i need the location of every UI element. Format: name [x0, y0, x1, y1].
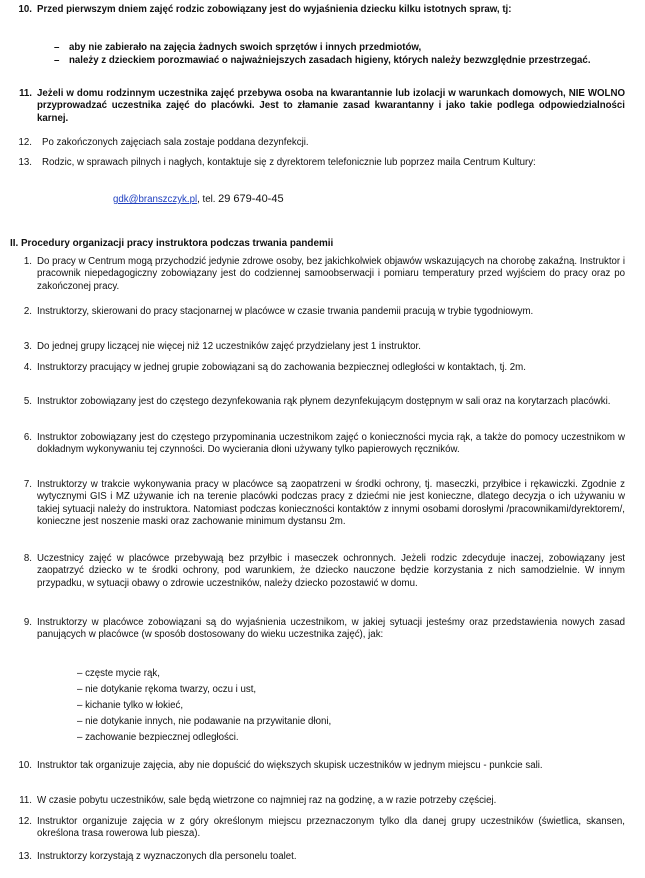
section-heading: II. Procedury organizacji pracy instruktora podczas trwania pandemii — [10, 238, 334, 249]
item-number: 13. — [18, 157, 32, 168]
email-link[interactable]: gdk@branszczyk.pl — [113, 194, 198, 205]
sub-item-text: – nie dotykanie innych, nie podawanie na przywitanie dłoni, — [77, 716, 332, 727]
item-number: 11. — [19, 795, 32, 806]
item-number: 6. — [23, 432, 32, 443]
list-item-text: Instruktor zobowiązany jest do częstego dezynfekowania rąk płynem dezynfekującym dostępnym w sali oraz na korytarzach placówki. — [37, 396, 611, 407]
dash-bullet: – — [54, 55, 60, 66]
list-item-text: Instruktorzy pracujący w jednej grupie zobowiązani są do zachowania bezpiecznej odległości w kontaktach, tj. 2m. — [37, 362, 526, 373]
list-item-text: Instruktorzy korzystają z wyznaczonych dla personelu toalet. — [37, 851, 297, 862]
item-number: 11. — [19, 88, 32, 99]
sub-item-text: aby nie zabierało na zajęcia żadnych swoich sprzętów i innych przedmiotów, — [69, 42, 422, 53]
list-item-text: W czasie pobytu uczestników, sale będą wietrzone co najmniej raz na godzinę, a w razie potrzeby częściej. — [37, 795, 497, 806]
item-number: 7. — [23, 479, 32, 490]
list-item-text: Instruktor zobowiązany jest do częstego przypominania uczestnikom zajęć o konieczności mycia rąk, a także do pomocy uczestnikom w dokładnym wykonywaniu tej czynności. Do wycierania dłoni używany tylko papierowych ręczników. — [37, 432, 625, 456]
item-number: 1. — [23, 256, 32, 267]
list-item-text: Instruktor tak organizuje zajęcia, aby nie dopuścić do większych skupisk uczestników w jednym miejscu - punkcie sali. — [37, 760, 543, 771]
list-item-text: Jeżeli w domu rodzinnym uczestnika zajęć przebywa osoba na kwarantannie lub izolacji w warunkach domowych, NIE WOLNO przyprowadzać uczestnika zajęć do placówki. Jest to złamanie zasad kwarantanny i jako takie podlega odpowiedzialności karnej. — [37, 88, 625, 124]
item-number: 4. — [23, 362, 32, 373]
sub-item-text: – nie dotykanie rękoma twarzy, oczu i ust, — [77, 684, 257, 695]
list-item-text: Po zakończonych zajęciach sala zostaje poddana dezynfekcji. — [42, 137, 309, 148]
contact-separator: , tel. — [197, 194, 219, 205]
list-item-text: Do pracy w Centrum mogą przychodzić jedynie zdrowe osoby, bez jakichkolwiek objawów wskazujących na chorobę zakaźną. Instruktor i pracownik niepedagogiczny zobowiązany jest do codziennej samoobserwacji i pomiaru temperatury przed wyjściem do pracy oraz po zakończonej pracy. — [37, 256, 625, 292]
sub-item-text: – zachowanie bezpiecznej odległości. — [77, 732, 239, 743]
list-item-text: Instruktorzy, skierowani do pracy stacjonarnej w placówce w czasie trwania pandemii pracują w trybie tygodniowym. — [37, 306, 534, 317]
list-item-text: Przed pierwszym dniem zajęć rodzic zobowiązany jest do wyjaśnienia dziecku kilku istotnych spraw, tj: — [37, 4, 512, 15]
phone-number: 29 679-40-45 — [218, 193, 284, 205]
contact-line — [113, 193, 593, 206]
dash-bullet: – — [54, 42, 60, 53]
sub-item-text: należy z dzieckiem porozmawiać o najważniejszych zasadach higieny, których należy bezwzględnie przestrzegać. — [69, 55, 591, 66]
list-item-text: Instruktor organizuje zajęcia w z góry określonym miejscu przeznaczonym tylko dla danej grupy uczestników (świetlica, skansen, określona trasa rowerowa lub piesza). — [37, 816, 625, 840]
list-item-text: Uczestnicy zajęć w placówce przebywają bez przyłbic i maseczek ochronnych. Jeżeli rodzic zdecyduje inaczej, zobowiązany jest zaopatrzyć dziecko w te środki ochrony, pod warunkiem, że dziecko nauczone będzie korzystania z nich samodzielnie. W innym przypadku, w sytuacji obawy o zdrowie uczestników, należy dziecko pozostawić w domu. — [37, 553, 625, 589]
sub-item-text: – kichanie tylko w łokieć, — [77, 700, 184, 711]
list-item-text: Instruktorzy w trakcie wykonywania pracy w placówce są zaopatrzeni w środki ochrony, tj. maseczki, przyłbice i rękawiczki. Zgodnie z wytycznymi GIS i MZ używanie ich na terenie placówki podczas pracy z dziećmi nie jest konieczne, dlatego decyzja o ich używaniu w takiej sytuacji należy do instruktora. Natomiast podczas konieczności kontaktów z innymi osobami dorosłymi /pracownikami/dyrektorem/, konieczne jest noszenie maski oraz zachowanie minimum dystansu 2m. — [37, 479, 625, 528]
item-number: 12. — [18, 137, 32, 148]
sub-item-text: – częste mycie rąk, — [77, 668, 160, 679]
item-number: 2. — [23, 306, 32, 317]
item-number: 10. — [18, 760, 32, 771]
list-item-text: Instruktorzy w placówce zobowiązani są do wyjaśnienia uczestnikom, w jakiej sytuacji jesteśmy oraz przedstawienia nowych zasad panujących w placówce (w sposób dostosowany do wieku uczestnika zajęć), jak: — [37, 617, 625, 641]
item-number: 13. — [18, 851, 32, 862]
list-item-text: Rodzic, w sprawach pilnych i nagłych, kontaktuje się z dyrektorem telefonicznie lub poprzez maila Centrum Kultury: — [42, 157, 536, 168]
list-item-text: Do jednej grupy liczącej nie więcej niż 12 uczestników zajęć przydzielany jest 1 instruktor. — [37, 341, 421, 352]
item-number: 5. — [23, 396, 32, 407]
item-number: 8. — [23, 553, 32, 564]
item-number: 12. — [18, 816, 32, 827]
item-number: 9. — [23, 617, 32, 628]
item-number: 10. — [18, 4, 32, 15]
item-number: 3. — [23, 341, 32, 352]
